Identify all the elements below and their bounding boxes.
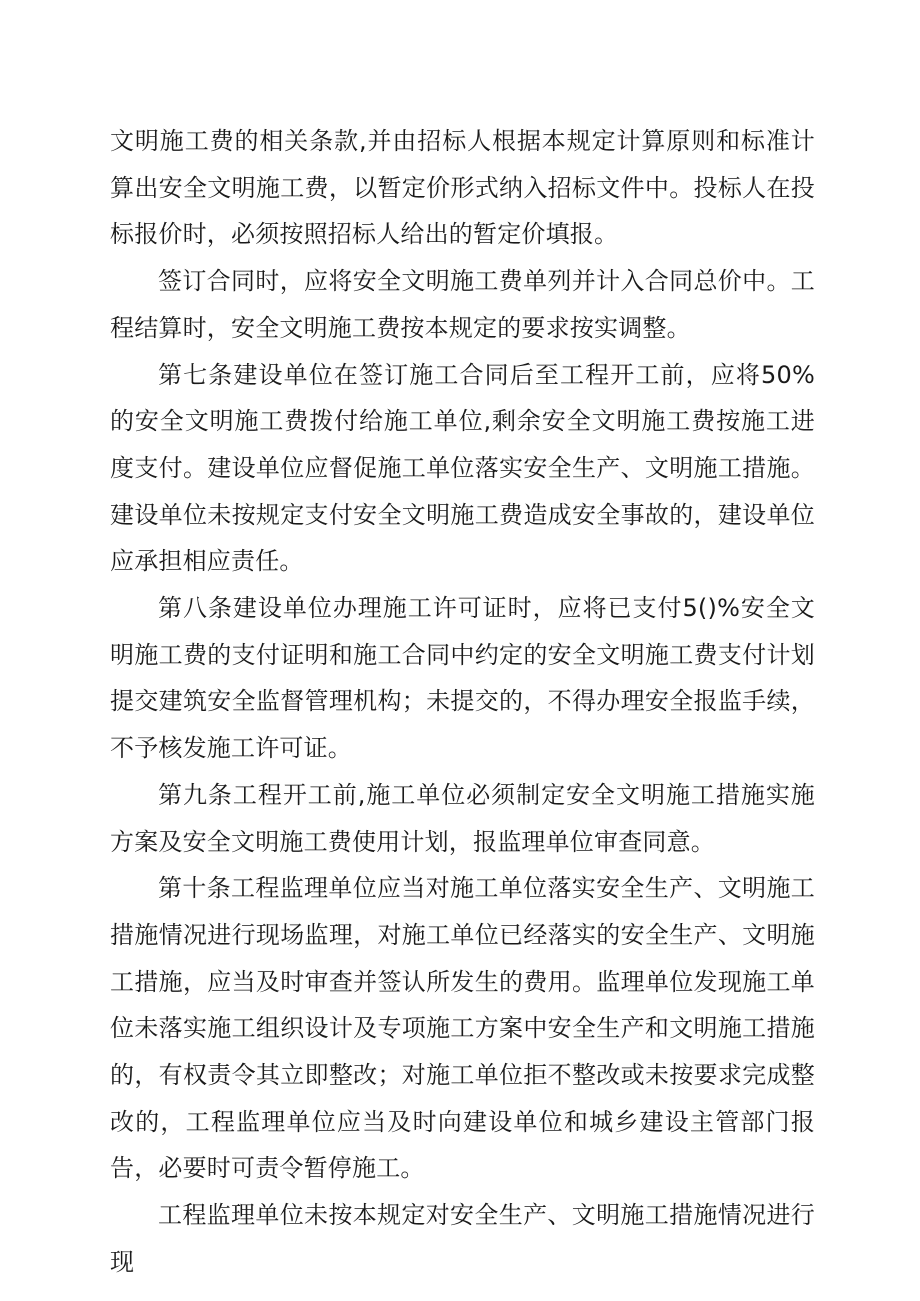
paragraph-article-7: 第七条建设单位在签订施工合同后至工程开工前，应将50%的安全文明施工费拨付给施工单位,剩余安全文明施工费按施工进度支付。建设单位应督促施工单位落实安全生产、文明施工措施。建设单位未按规定支付安全文明施工费造成安全事故的，建设单位应承担相应责任。 xyxy=(110,360,815,576)
paragraph-last: 工程监理单位未按本规定对安全生产、文明施工措施情况进行现 xyxy=(110,1201,815,1276)
paragraph-article-9: 第九条工程开工前,施工单位必须制定安全文明施工措施实施方案及安全文明施工费使用计划，报监理单位审查同意。 xyxy=(110,780,815,856)
paragraph-article-8: 第八条建设单位办理施工许可证时，应将已支付5()%安全文明施工费的支付证明和施工合同中约定的安全文明施工费支付计划提交建筑安全监督管理机构；未提交的，不得办理安全报监手续，不予核发施工许可证。 xyxy=(110,594,815,763)
document-body xyxy=(110,118,815,1286)
paragraph-2: 签订合同时，应将安全文明施工费单列并计入合同总价中。工程结算时，安全文明施工费按本规定的要求按实调整。 xyxy=(110,267,815,342)
paragraph-article-10: 第十条工程监理单位应当对施工单位落实安全生产、文明施工措施情况进行现场监理，对施工单位已经落实的安全生产、文明施工措施，应当及时审查并签认所发生的费用。监理单位发现施工单位未落实施工组织设计及专项施工方案中安全生产和文明施工措施的，有权责令其立即整改；对施工单位拒不整改或未按要求完成整改的，工程监理单位应当及时向建设单位和城乡建设主管部门报告，必要时可责令暂停施工。 xyxy=(110,874,815,1183)
paragraph-1: 文明施工费的相关条款,并由招标人根据本规定计算原则和标准计算出安全文明施工费，以暂定价形式纳入招标文件中。投标人在投标报价时，必须按照招标人给出的暂定价填报。 xyxy=(110,127,815,249)
